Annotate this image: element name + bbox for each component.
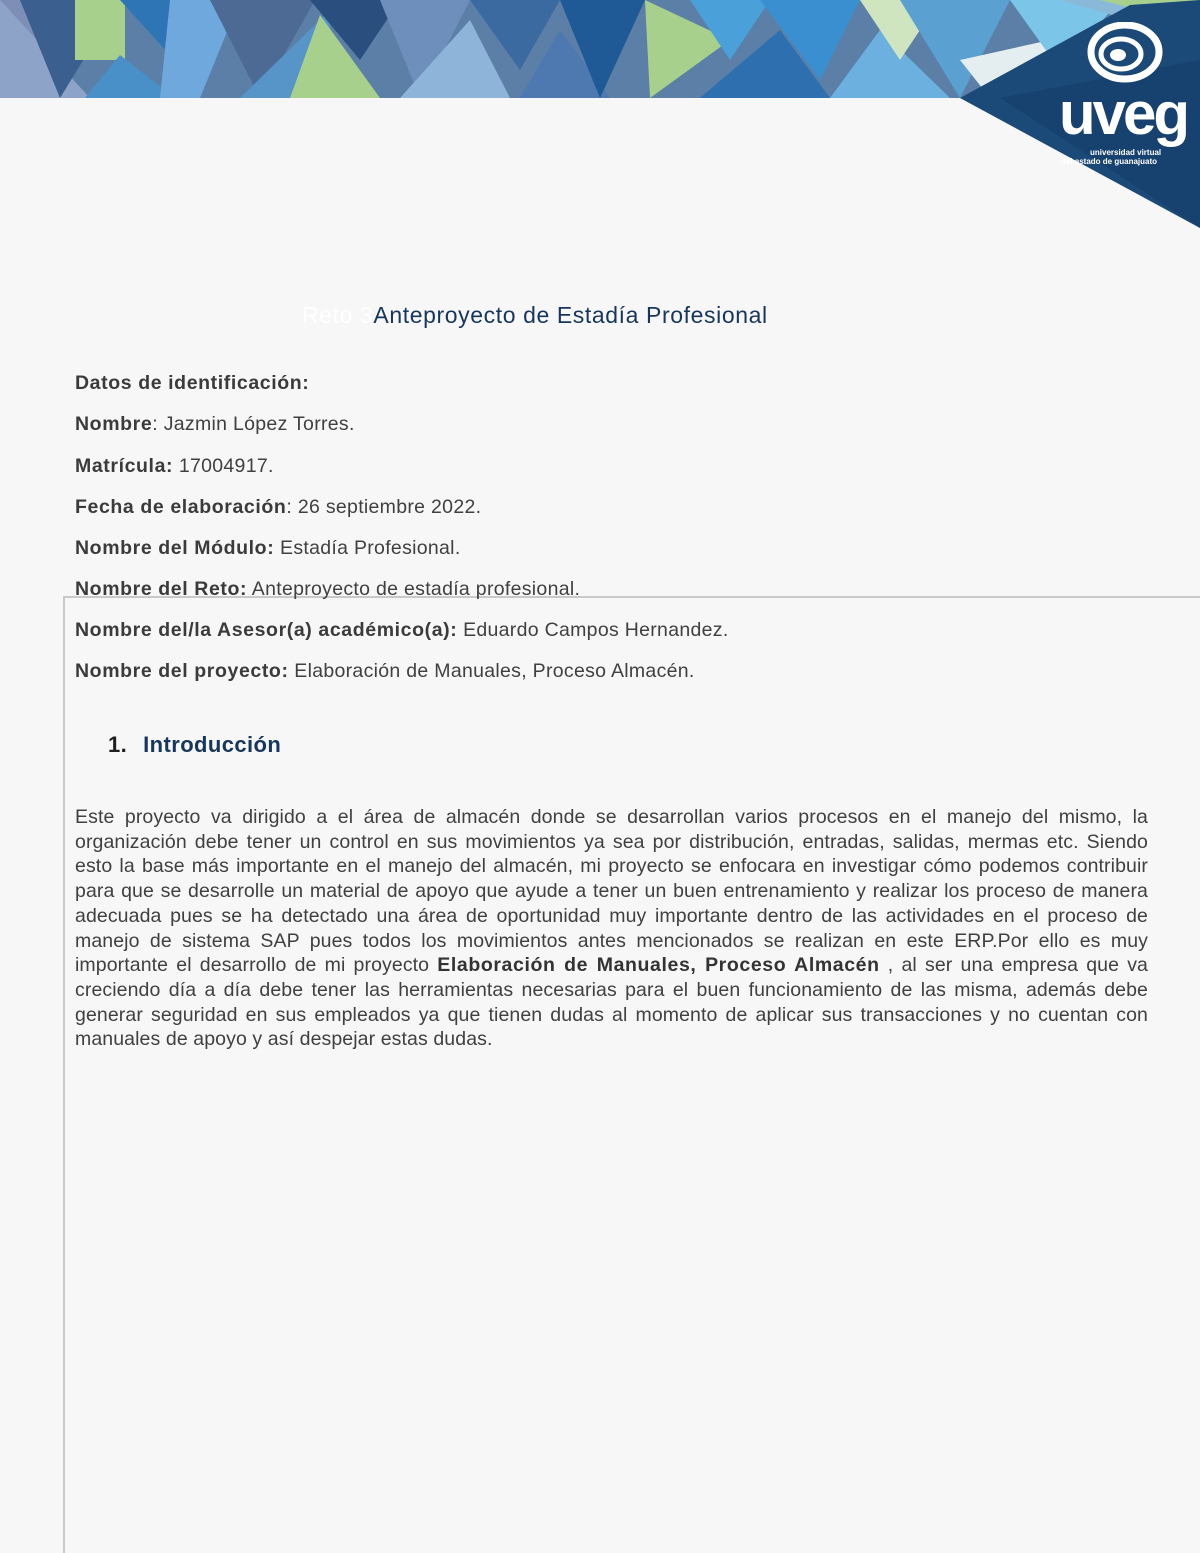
field-label: Matrícula: [75, 455, 174, 477]
field-fecha: Fecha de elaboración: 26 septiembre 2022. [75, 496, 482, 518]
field-label: Nombre [75, 413, 153, 435]
field-value: 26 septiembre 2022. [297, 496, 482, 518]
title-text: Anteproyecto de Estadía Profesional [373, 302, 768, 328]
field-value: Elaboración de Manuales, Proceso Almacén. [294, 660, 695, 682]
field-reto [75, 578, 580, 601]
field-modulo [75, 537, 461, 560]
section-title: Introducción [143, 732, 282, 757]
page-frame-left [63, 596, 65, 1553]
introduction-paragraph: Este proyecto va dirigido a el área de almacén donde se desarrollan varios procesos en el manejo del mismo, la organización debe tener un control en sus movimientos ya sea por distribución, entradas, salidas, mermas etc. Siendo esto la base más importante en el manejo del almacén, mi proyecto se enfocara en investigar cómo podemos contribuir para que se desarrolle un material de apoyo que ayude a tener un buen entrenamiento y realizar los proceso de manera adecuada pues se ha detectado una área de oportunidad muy importante dentro de las actividades en el proceso de manejo de sistema SAP pues todos los movimientos antes mencionados se realizan en este ERP.Por ello es muy importante el desarrollo de mi proyecto Elaboración de Manuales, Proceso Almacén , al ser una empresa que va creciendo día a día debe tener las herramientas necesarias para el buen funcionamiento de las misma, además debe generar seguridad en sus empleados ya que tienen dudas al momento de aplicar sus transacciones y no cuentan con manuales de apoyo y así despejar estas dudas. [75, 806, 1148, 1051]
logo-wordmark: uveg [1059, 80, 1188, 147]
title-prefix: Reto 3 [302, 302, 374, 328]
field-value: 17004917. [178, 455, 274, 477]
field-value: Jazmin López Torres. [163, 413, 355, 435]
identification-heading: Datos de identificación: [75, 372, 310, 394]
section-number: 1. [108, 732, 128, 757]
field-proyecto [75, 660, 695, 683]
field-label: Nombre del/la Asesor(a) académico(a): [75, 619, 458, 641]
field-nombre: Nombre: Jazmin López Torres. [75, 413, 355, 435]
field-value: Estadía Profesional. [280, 537, 461, 559]
field-value: Eduardo Campos Hernandez. [463, 619, 729, 641]
header-geometric-banner [0, 0, 1200, 230]
project-name-bold: Elaboración de Manuales, Proceso Almacén [437, 954, 880, 977]
field-label: Nombre del Reto: [75, 578, 248, 600]
logo-swirl-icon [1085, 22, 1165, 84]
field-value: Anteproyecto de estadía profesional. [251, 578, 581, 600]
document-title [302, 302, 902, 329]
logo-subtitle-line1: universidad virtual [1090, 148, 1162, 157]
field-label: Nombre del proyecto: [75, 660, 289, 682]
field-label: Nombre del Módulo: [75, 537, 275, 559]
field-asesor [75, 619, 729, 642]
logo-subtitle-line2: del estado de guanajuato [1061, 157, 1158, 166]
uveg-logo [1055, 22, 1195, 166]
field-matricula [75, 455, 274, 478]
field-label: Fecha de elaboración [75, 496, 287, 518]
section-heading-introduccion [108, 732, 281, 758]
